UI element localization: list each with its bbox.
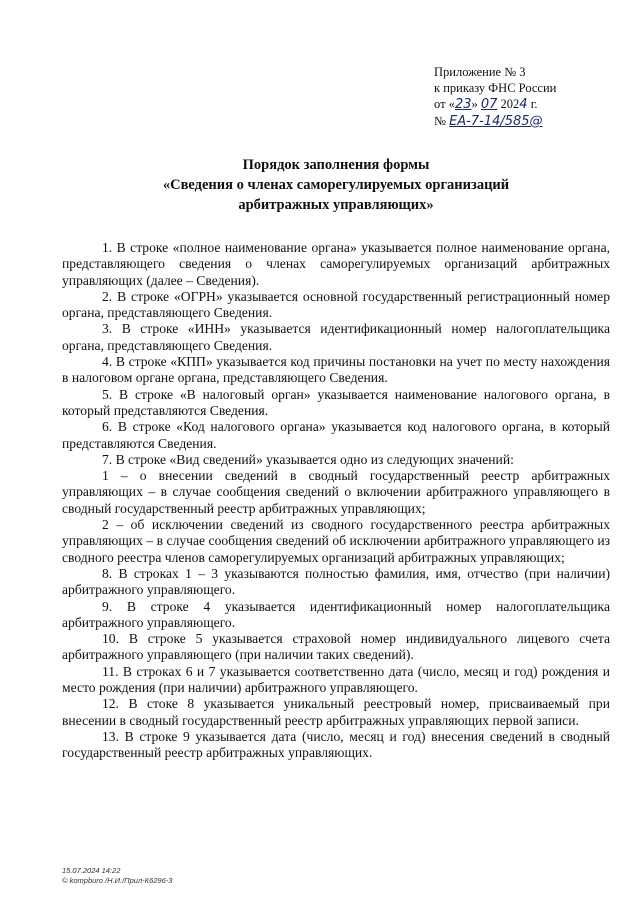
- date-prefix: от «: [434, 97, 455, 111]
- title-line: арбитражных управляющих»: [238, 197, 434, 213]
- number-value: ЕА-7-14/585@: [449, 114, 543, 129]
- order-reference: к приказу ФНС России: [434, 81, 557, 95]
- paragraph-9: 9. В строке 4 указывается идентификационный номер налогоплательщика арбитражного управляющего.: [62, 598, 610, 630]
- paragraph-7-option-1: 1 – о внесении сведений в сводный государственный реестр арбитражных управляющих – в случае сообщения сведений о включении арбитражного управляющего в сводный государственный реестр арбитражных управляющих;: [62, 468, 610, 516]
- paragraph-2: 2. В строке «ОГРН» указывается основной государственный регистрационный номер органа, представляющего Сведения.: [62, 288, 610, 321]
- paragraph-4: 4. В строке «КПП» указывается код причины постановки на учет по месту нахождения в налоговом органе органа, представляющего Сведения.: [62, 354, 610, 386]
- paragraph-7: 7. В строке «Вид сведений» указывается одно из следующих значений:: [102, 451, 514, 467]
- paragraph-8: 8. В строках 1 – 3 указываются полностью фамилия, имя, отчество (при наличии) арбитражного управляющего.: [62, 565, 610, 598]
- appendix-line: Приложение № 3: [434, 65, 526, 79]
- order-date: [434, 96, 556, 113]
- paragraph-1: 1. В строке «полное наименование органа» указывается полное наименование органа, представляющего сведения о членах саморегулируемых организаций арбитражных управляющих (далее – Сведения).: [62, 240, 610, 288]
- date-year-digit: 4: [519, 97, 528, 112]
- paragraph-11: 11. В строках 6 и 7 указывается соответственно дата (число, месяц и год) рождения и место рождения (при наличии) арбитражного управляющего.: [62, 663, 610, 696]
- appendix-header: [434, 64, 556, 130]
- paragraph-10: 10. В строке 5 указывается страховой номер индивидуального лицевого счета арбитражного управляющего (при наличии таких сведений).: [62, 631, 610, 663]
- date-mid: »: [471, 97, 481, 111]
- document-title: [62, 155, 610, 215]
- paragraph-7-option-2: 2 – об исключении сведений из сводного государственного реестра арбитражных управляющих – в случае сообщения сведений об исключении арбитражного управляющего из сводного реестра членов саморегулируемых организаций арбитражных управляющих;: [62, 517, 610, 565]
- paragraph-5: 5. В строке «В налоговый орган» указывается наименование налогового органа, в который представляются Сведения.: [62, 386, 610, 418]
- print-footer: [62, 866, 172, 886]
- date-day: 23: [454, 97, 472, 112]
- number-prefix: №: [434, 114, 450, 128]
- document-body: [62, 240, 610, 762]
- paragraph-3: 3. В строке «ИНН» указывается идентификационный номер налогоплательщика органа, представляющего Сведения.: [62, 321, 610, 353]
- footer-timestamp: 15.07.2024 14:22: [62, 866, 121, 875]
- date-suffix: г.: [527, 97, 538, 111]
- footer-file-reference: © kompburo /Н.И./Прил-К6296-3: [62, 876, 173, 885]
- title-line: «Сведения о членах саморегулируемых организаций: [162, 177, 510, 193]
- order-number: [434, 113, 556, 130]
- paragraph-12: 12. В стоке 8 указывается уникальный реестровый номер, присваиваемый при внесении в сводный государственный реестр арбитражных управляющих первой записи.: [62, 696, 610, 728]
- title-line: Порядок заполнения формы: [242, 157, 430, 173]
- paragraph-13: 13. В строке 9 указывается дата (число, месяц и год) внесения сведений в сводный государственный реестр арбитражных управляющих.: [62, 728, 610, 761]
- paragraph-6: 6. В строке «Код налогового органа» указывается код налогового органа, в который представляются Сведения.: [62, 419, 610, 451]
- date-year-prefix: 202: [497, 97, 520, 111]
- date-month: 07: [480, 97, 498, 112]
